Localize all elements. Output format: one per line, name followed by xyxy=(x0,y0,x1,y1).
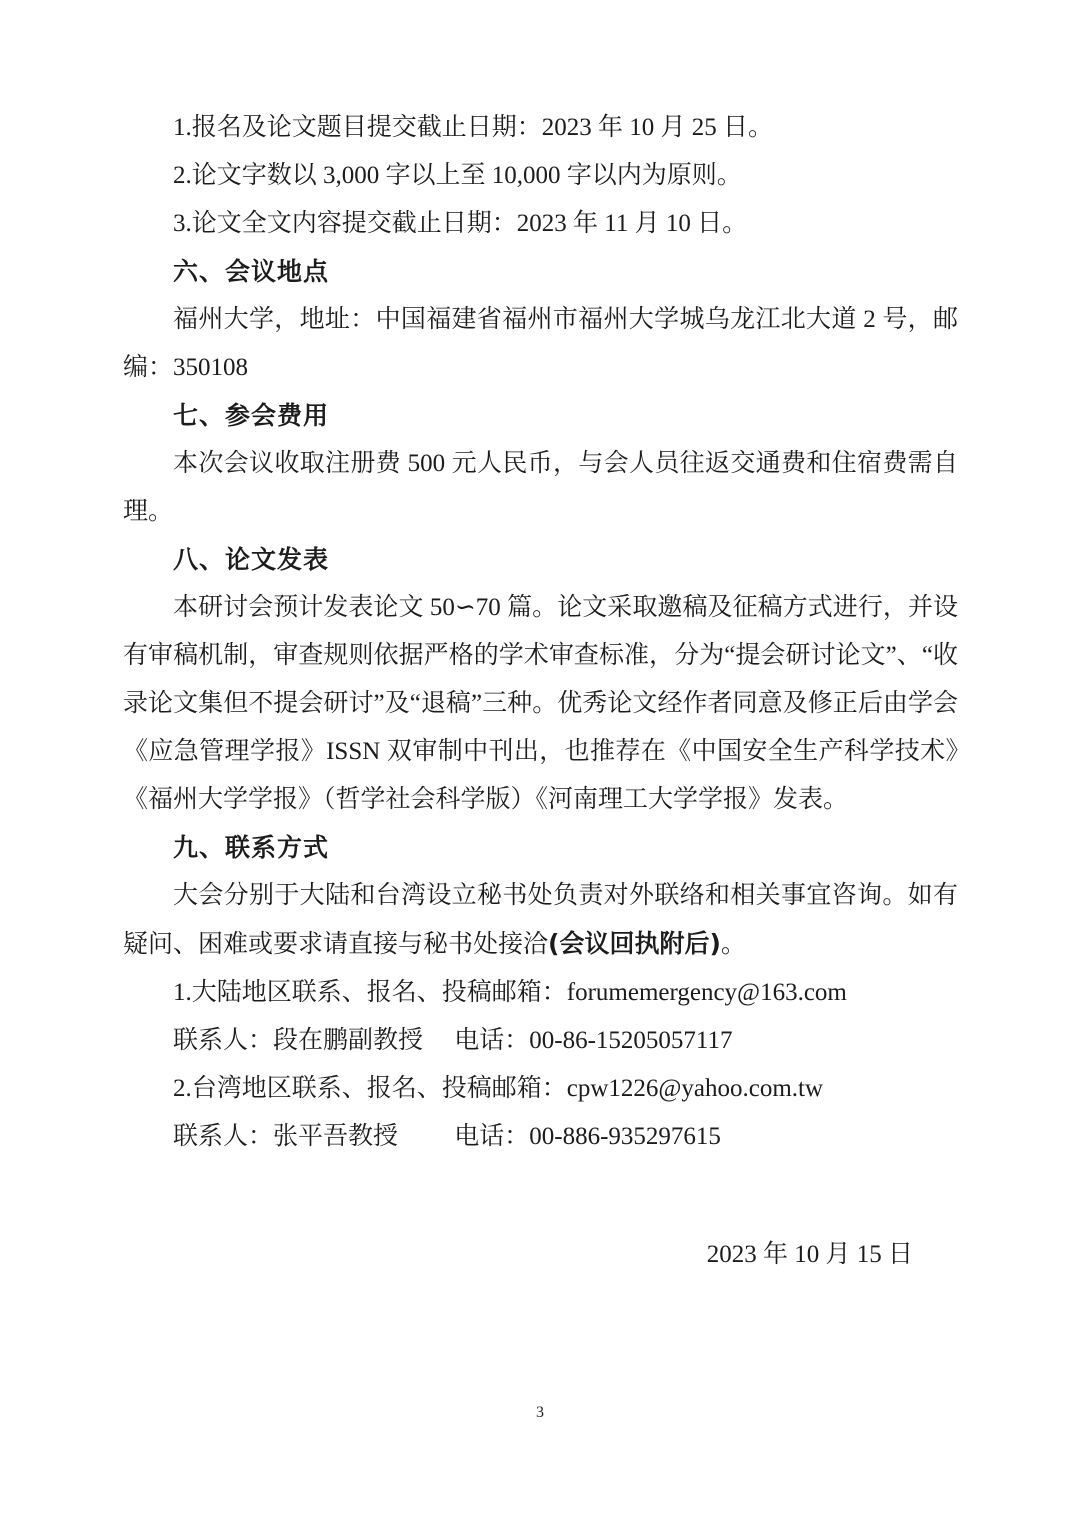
section-publication-body: 本研讨会预计发表论文 50∽70 篇。论文采取邀稿及征稿方式进行，并设有审稿机制，审查规则依据严格的学术审查标准，分为“提会研讨论文”、“收录论文集但不提会研讨”及“退稿”三种。优秀论文经作者同意及修正后由学会《应急管理学报》ISSN 双审制中刊出，也推荐在《中国安全生产科学技术》《福州大学学报》（哲学社会科学版）《河南理工大学学报》发表。 xyxy=(123,594,958,813)
section-publication-heading: 八、论文发表 xyxy=(173,545,330,574)
contact-taiwan-person-line: 联系人：张平吾教授 电话：00-886-935297615 xyxy=(173,1123,721,1150)
contact-intro-period: 。 xyxy=(720,931,746,958)
section-contact-intro xyxy=(123,872,958,969)
section-venue-body: 福州大学，地址：中国福建省福州市福州大学城乌龙江北大道 2 号，邮编：350108 xyxy=(123,306,958,381)
section-contact-heading: 九、联系方式 xyxy=(173,833,330,862)
section-fee-body: 本次会议收取注册费 500 元人民币，与会人员往返交通费和住宿费需自理。 xyxy=(123,450,958,525)
contact-intro-text: 大会分别于大陆和台湾设立秘书处负责对外联络和相关事宜咨询。如有疑问、困难或要求请直接与秘书处接洽 xyxy=(123,882,958,958)
contact-taiwan-email-line: 2.台湾地区联系、报名、投稿邮箱：cpw1226@yahoo.com.tw xyxy=(173,1075,824,1102)
deadline-item-3: 3.论文全文内容提交截止日期：2023 年 11 月 10 日。 xyxy=(173,210,748,237)
section-venue-heading: 六、会议地点 xyxy=(173,257,330,286)
reply-slip-note: (会议回执附后) xyxy=(548,929,721,958)
page-number: 3 xyxy=(536,1404,544,1421)
section-fee-heading: 七、参会费用 xyxy=(173,401,330,430)
contact-mainland-email-line: 1.大陆地区联系、报名、投稿邮箱：forumemergency@163.com xyxy=(173,979,847,1006)
sign-date: 2023 年 10 月 15 日 xyxy=(706,1241,913,1268)
deadline-item-1: 1.报名及论文题目提交截止日期：2023 年 10 月 25 日。 xyxy=(173,114,774,141)
contact-mainland-person-line: 联系人：段在鹏副教授 电话：00-86-15205057117 xyxy=(173,1027,733,1054)
deadline-item-2: 2.论文字数以 3,000 字以上至 10,000 字以内为原则。 xyxy=(173,162,742,189)
